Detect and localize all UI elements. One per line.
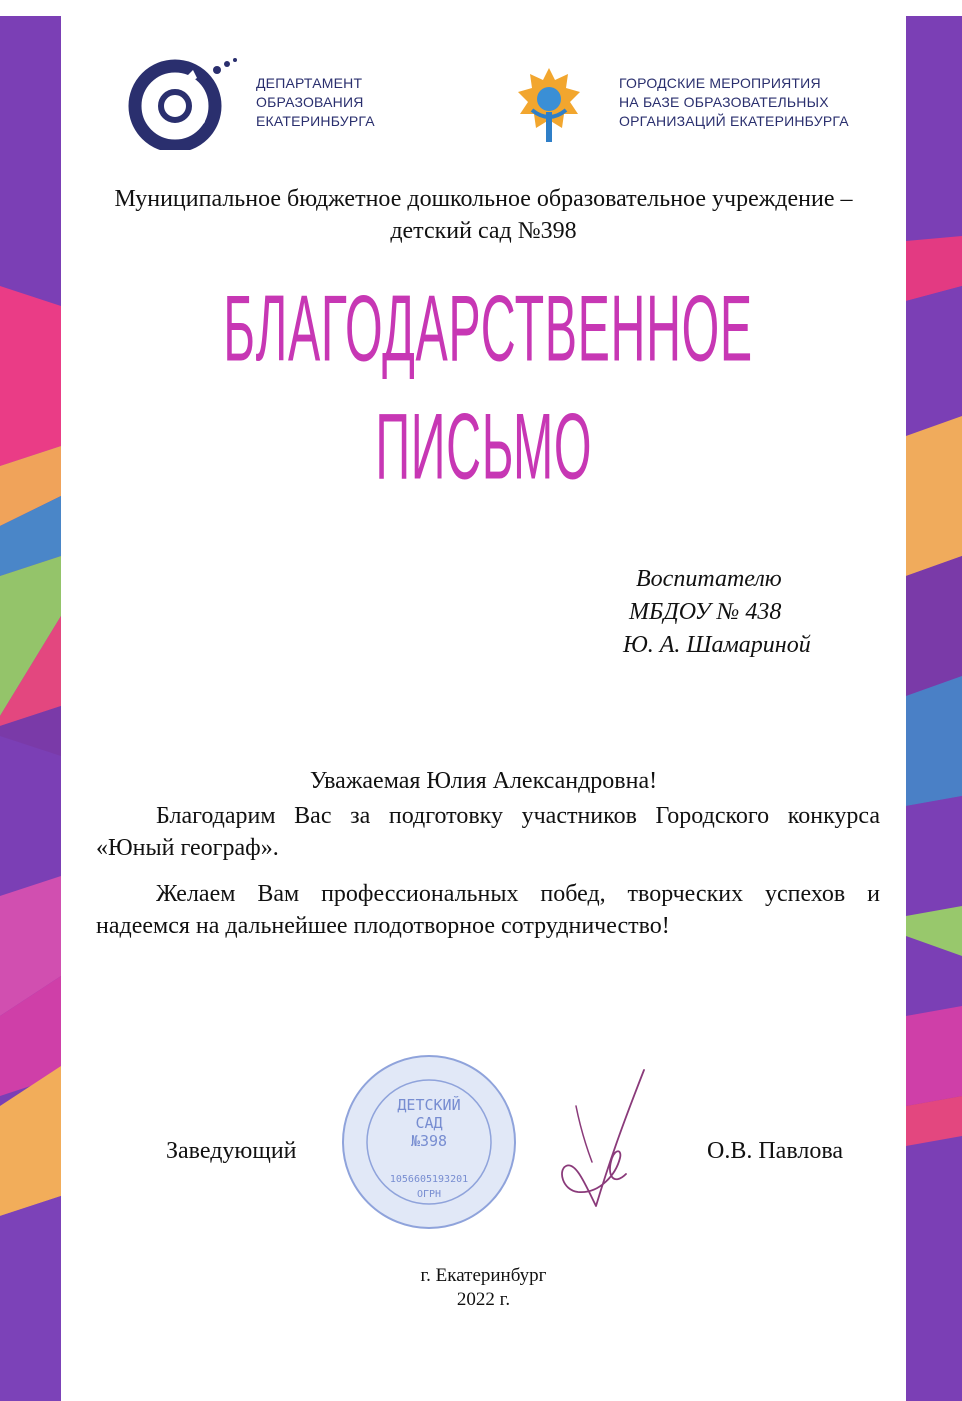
paragraph-wishes: Желаем Вам профессиональных побед, творческих успехов и надеемся на дальнейшее плодотворное сотрудничество! [96, 881, 880, 939]
left-logo-line: ДЕПАРТАМЕНТ [256, 75, 363, 91]
greeting: Уважаемая Юлия Александровна! [309, 768, 658, 794]
right-logo-line: НА БАЗЕ ОБРАЗОВАТЕЛЬНЫХ [619, 94, 829, 110]
footer-city: г. Екатеринбург [420, 1265, 547, 1286]
title-line-2-text: ПИСЬМО [375, 393, 592, 499]
footer-year: 2022 г. [456, 1289, 511, 1310]
stamp-text: ДЕТСКИЙ [397, 1096, 461, 1114]
title-line-1-text: БЛАГОДАРСТВЕННОЕ [223, 275, 753, 381]
right-logo-caption [619, 74, 849, 131]
title-line-2 [61, 393, 906, 499]
letter-page [61, 16, 906, 1401]
institution-line-2: детский сад №398 [390, 218, 577, 244]
stamp-text: 1056605193201 [389, 1174, 469, 1185]
left-decorative-border [0, 16, 61, 1401]
right-logo-line: ОРГАНИЗАЦИЙ ЕКАТЕРИНБУРГА [619, 113, 849, 129]
handwritten-signature [556, 1066, 656, 1216]
top-margin [0, 0, 962, 16]
addressee-line-2: МБДОУ № 438 [629, 599, 782, 625]
right-logo-line: ГОРОДСКИЕ МЕРОПРИЯТИЯ [619, 75, 821, 91]
institution-name [61, 183, 906, 247]
signer-name: О.В. Павлова [707, 1138, 843, 1164]
left-logo-line: ЕКАТЕРИНБУРГА [256, 113, 375, 129]
stamp-text: ОГРН [416, 1189, 442, 1200]
letter-body [96, 800, 880, 942]
right-decorative-border [906, 16, 962, 1401]
stamp [339, 1052, 519, 1232]
left-logo-caption [256, 74, 375, 131]
institution-line-1: Муниципальное бюджетное дошкольное образовательное учреждение – [114, 186, 853, 212]
stamp-text: №398 [410, 1132, 448, 1150]
education-department-logo [127, 56, 239, 150]
signer-position: Заведующий [166, 1138, 297, 1164]
title-line-1 [61, 275, 906, 381]
left-logo-line: ОБРАЗОВАНИЯ [256, 94, 364, 110]
city-events-logo [516, 66, 582, 146]
paragraph-thanks: Благодарим Вас за подготовку участников Городского конкурса «Юный географ». [96, 803, 880, 861]
addressee-line-3: Ю. А. Шамариной [623, 632, 811, 658]
addressee-line-1: Воспитателю [636, 566, 782, 592]
stamp-text: САД [415, 1114, 443, 1132]
